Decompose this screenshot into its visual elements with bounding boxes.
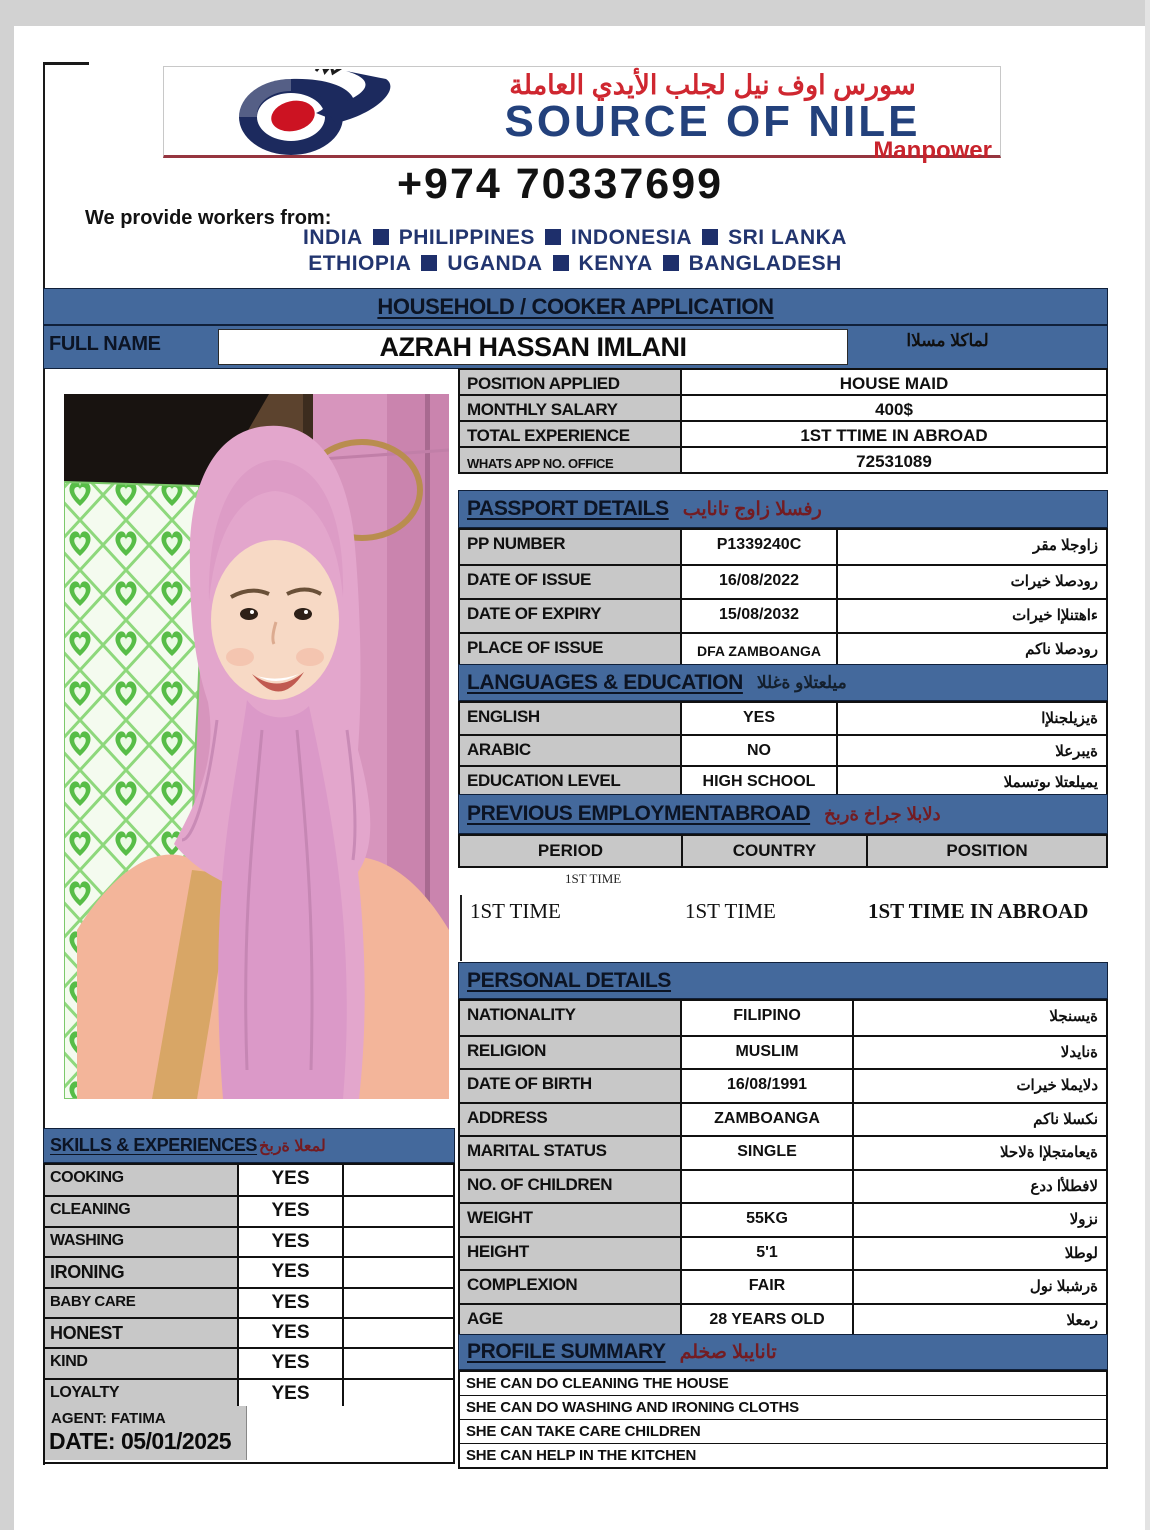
row-arabic: دلايملا خيرات (1016, 1077, 1098, 1094)
table-row (460, 394, 1106, 420)
row-label: ARABIC (460, 736, 682, 765)
row-label: COMPLEXION (460, 1271, 682, 1303)
skill-value: YES (239, 1197, 344, 1225)
skill-label: COOKING (45, 1165, 239, 1195)
row-label: MARITAL STATUS (460, 1137, 682, 1169)
agent-date-block (43, 1406, 455, 1464)
skill-label: LOYALTY (45, 1380, 239, 1408)
table-row (460, 1169, 1106, 1203)
row-arabic: يميلعتلا ىوتسملا (1003, 774, 1098, 791)
table-row (460, 734, 1106, 765)
row-arabic: نزولا (1069, 1211, 1098, 1228)
row-arabic: ةرشبلا نول (1029, 1278, 1098, 1295)
employment-note: 1ST TIME (565, 871, 622, 886)
row-value: FILIPINO (682, 1001, 854, 1035)
row-value: 16/08/1991 (682, 1070, 854, 1102)
scan-margin-left (0, 0, 14, 1530)
row-label: MONTHLY SALARY (460, 396, 682, 420)
skill-value: YES (239, 1289, 344, 1317)
skill-extra-cell (344, 1349, 453, 1377)
skill-label: WASHING (45, 1228, 239, 1256)
passport-table (458, 528, 1108, 668)
passport-section-title: PASSPORT DETAILS (467, 497, 669, 520)
country-india: INDIA (303, 226, 363, 249)
row-arabic: لوطلا (1064, 1244, 1098, 1262)
employment-row-border (460, 895, 462, 961)
table-row (460, 703, 1106, 734)
row-value: 15/08/2032 (682, 600, 838, 632)
row-label: PLACE OF ISSUE (460, 634, 682, 666)
row-value: P1339240C (682, 530, 838, 564)
row-arabic: ةيزيلجنلإا (1041, 710, 1098, 727)
row-value: FAIR (682, 1271, 854, 1303)
table-row (45, 1226, 453, 1256)
form-title-band (43, 288, 1108, 325)
skill-value: YES (239, 1228, 344, 1256)
row-value: HOUSE MAID (839, 374, 949, 393)
table-row (45, 1287, 453, 1317)
agency-arabic-name: سورس اوف نيل لجلب الأيدي العاملة (509, 70, 916, 100)
skill-extra-cell (344, 1165, 453, 1195)
row-value (682, 1171, 854, 1203)
skill-label: KIND (45, 1349, 239, 1377)
languages-section-title-arabic: ميلعتلاو ةغللا (756, 672, 847, 692)
applicant-photo (57, 370, 455, 1103)
agency-name: SOURCE OF NILE (504, 97, 921, 146)
row-arabic: رودصلا ناكم (1025, 641, 1098, 658)
separator-square-icon (663, 255, 679, 271)
skill-value: YES (239, 1349, 344, 1377)
table-row (460, 530, 1106, 564)
passport-section-title-arabic: رفسلا زاوج تانايب (682, 498, 822, 520)
languages-section-band (458, 664, 1108, 701)
row-label: AGE (460, 1305, 682, 1337)
countries-line-2 (110, 252, 1040, 276)
table-row (460, 1269, 1106, 1303)
row-arabic: رودصلا خيرات (1010, 573, 1098, 590)
profile-summary-line: SHE CAN DO CLEANING THE HOUSE (466, 1375, 729, 1392)
skill-extra-cell (344, 1289, 453, 1317)
table-row (45, 1165, 453, 1195)
skill-value: YES (239, 1380, 344, 1408)
separator-square-icon (373, 229, 389, 245)
row-value: 55KG (682, 1204, 854, 1236)
column-header-country: COUNTRY (683, 836, 868, 866)
skill-label: IRONING (45, 1258, 239, 1286)
table-row (460, 1135, 1106, 1169)
full-name-arabic: لماكلا مسلاا (906, 331, 989, 350)
profile-summary-line: SHE CAN DO WASHING AND IRONING CLOTHS (460, 1395, 1106, 1419)
row-arabic: نكسلا ناكم (1033, 1110, 1098, 1128)
languages-section-title: LANGUAGES & EDUCATION (467, 670, 743, 694)
skill-extra-cell (344, 1228, 453, 1256)
row-value: 1ST TTIME IN ABROAD (800, 426, 988, 445)
row-value: 5'1 (682, 1238, 854, 1270)
column-header-period: PERIOD (460, 836, 683, 866)
provide-workers-label: We provide workers from: (85, 207, 332, 229)
table-row (460, 1102, 1106, 1136)
document-frame-corner (43, 62, 89, 65)
row-label: POSITION APPLIED (460, 370, 682, 394)
table-row (460, 765, 1106, 796)
row-arabic: زاوجلا مقر (1033, 537, 1098, 554)
employment-section-title-arabic: دلابلا جراخ ةربخ (824, 803, 941, 824)
table-row (460, 1068, 1106, 1102)
skill-value: YES (239, 1319, 344, 1347)
table-row (460, 370, 1106, 394)
passport-section-band (458, 490, 1108, 528)
country-kenya: KENYA (578, 252, 653, 275)
table-row (45, 1195, 453, 1225)
row-value: HIGH SCHOOL (682, 767, 838, 796)
skills-section-band (43, 1128, 455, 1163)
employment-position-value: 1ST TIME IN ABROAD (868, 899, 1089, 923)
table-row (45, 1347, 453, 1377)
agency-phone-number: +974 70337699 (396, 160, 724, 208)
agent-name: AGENT: FATIMA (51, 1410, 166, 1427)
row-label: NATIONALITY (460, 1001, 682, 1035)
separator-square-icon (421, 255, 437, 271)
profile-summary-list (458, 1370, 1108, 1469)
table-row (460, 564, 1106, 598)
country-indonesia: INDONESIA (570, 226, 693, 249)
employment-period-value: 1ST TIME (470, 899, 561, 923)
row-label: ADDRESS (460, 1104, 682, 1136)
skill-extra-cell (344, 1319, 453, 1347)
country-bangladesh: BANGLADESH (688, 252, 842, 275)
row-label: EDUCATION LEVEL (460, 767, 682, 796)
skill-label: HONEST (45, 1319, 239, 1347)
table-row (460, 1303, 1106, 1337)
row-label: TOTAL EXPERIENCE (460, 422, 682, 446)
skill-extra-cell (344, 1258, 453, 1286)
profile-summary-line: SHE CAN TAKE CARE CHILDREN (460, 1419, 1106, 1443)
personal-table (458, 999, 1108, 1338)
table-row (460, 1035, 1106, 1069)
profile-summary-line: SHE CAN HELP IN THE KITCHEN (460, 1443, 1106, 1467)
table-row (460, 632, 1106, 666)
row-label: ENGLISH (460, 703, 682, 734)
row-label: DATE OF EXPIRY (460, 600, 682, 632)
row-arabic: ةيسنجلا (1049, 1008, 1098, 1025)
separator-square-icon (553, 255, 569, 271)
separator-square-icon (545, 229, 561, 245)
skills-table (43, 1163, 455, 1410)
profile-section-band (458, 1334, 1108, 1370)
country-uganda: UGANDA (447, 252, 543, 275)
table-row (460, 1001, 1106, 1035)
full-name-label: FULL NAME (49, 333, 161, 355)
row-arabic: ءاهتنلإا خيرات (1012, 607, 1098, 624)
row-value: YES (682, 703, 838, 734)
employment-section-title: PREVIOUS EMPLOYMENTABROAD (467, 802, 811, 825)
languages-table (458, 701, 1108, 798)
table-row (460, 1236, 1106, 1270)
row-label: PP NUMBER (460, 530, 682, 564)
row-value: DFA ZAMBOANGA (682, 634, 838, 666)
row-arabic: ةيعامتجلإا ةلاحلا (999, 1144, 1098, 1161)
row-arabic: ةيبرعلا (1055, 743, 1098, 760)
skill-value: YES (239, 1165, 344, 1195)
profile-section-title-arabic: تانايبلا صخلم (679, 1341, 777, 1363)
row-label: WEIGHT (460, 1204, 682, 1236)
row-label: DATE OF BIRTH (460, 1070, 682, 1102)
row-label: RELIGION (460, 1037, 682, 1069)
form-title: HOUSEHOLD / COOKER APPLICATION (377, 293, 774, 319)
country-ethiopia: ETHIOPIA (308, 252, 412, 275)
row-arabic: ةنايدلا (1060, 1043, 1098, 1061)
row-value: 28 YEARS OLD (682, 1305, 854, 1337)
row-label: WHATS APP NO. OFFICE (460, 448, 682, 472)
scan-margin-right (1145, 0, 1150, 1530)
agency-tagline: Manpower (873, 137, 992, 164)
application-date: DATE: 05/01/2025 (49, 1428, 232, 1454)
table-row (460, 420, 1106, 446)
row-value: ZAMBOANGA (682, 1104, 854, 1136)
country-philippines: PHILIPPINES (398, 226, 535, 249)
row-value: 400$ (875, 400, 913, 419)
skill-extra-cell (344, 1380, 453, 1408)
source-of-nile-logo-icon (196, 69, 421, 157)
column-header-position: POSITION (946, 841, 1028, 860)
table-row (45, 1317, 453, 1347)
table-row (45, 1256, 453, 1286)
separator-square-icon (702, 229, 718, 245)
countries-line-1 (110, 226, 1040, 250)
skill-extra-cell (344, 1197, 453, 1225)
row-value: 72531089 (856, 452, 932, 471)
scan-margin-top (0, 0, 1150, 26)
row-value: MUSLIM (682, 1037, 854, 1069)
row-label: HEIGHT (460, 1238, 682, 1270)
employment-section-band (458, 794, 1108, 834)
employment-country-value: 1ST TIME (685, 899, 776, 923)
profile-section-title: PROFILE SUMMARY (467, 1340, 666, 1363)
skills-section-title-arabic: لمعلا ةربخ (259, 1137, 326, 1155)
skills-section-title: SKILLS & EXPERIENCES (50, 1135, 258, 1155)
full-name-value: AZRAH HASSAN IMLANI (218, 329, 848, 365)
skill-value: YES (239, 1258, 344, 1286)
row-arabic: رمعلا (1066, 1311, 1098, 1329)
row-value: 16/08/2022 (682, 566, 838, 598)
table-row (460, 446, 1106, 472)
table-row (460, 598, 1106, 632)
personal-section-title: PERSONAL DETAILS (467, 968, 672, 992)
position-info-table (458, 368, 1108, 474)
table-row (45, 1378, 453, 1408)
country-sri-lanka: SRI LANKA (728, 226, 847, 249)
employment-header-row (458, 834, 1108, 868)
row-arabic: لافطلأا ددع (1030, 1177, 1098, 1195)
row-value: NO (682, 736, 838, 765)
row-label: DATE OF ISSUE (460, 566, 682, 598)
row-label: NO. OF CHILDREN (460, 1171, 682, 1203)
skill-label: CLEANING (45, 1197, 239, 1225)
skill-label: BABY CARE (45, 1289, 239, 1317)
row-value: SINGLE (682, 1137, 854, 1169)
personal-section-band (458, 962, 1108, 999)
table-row (460, 1202, 1106, 1236)
